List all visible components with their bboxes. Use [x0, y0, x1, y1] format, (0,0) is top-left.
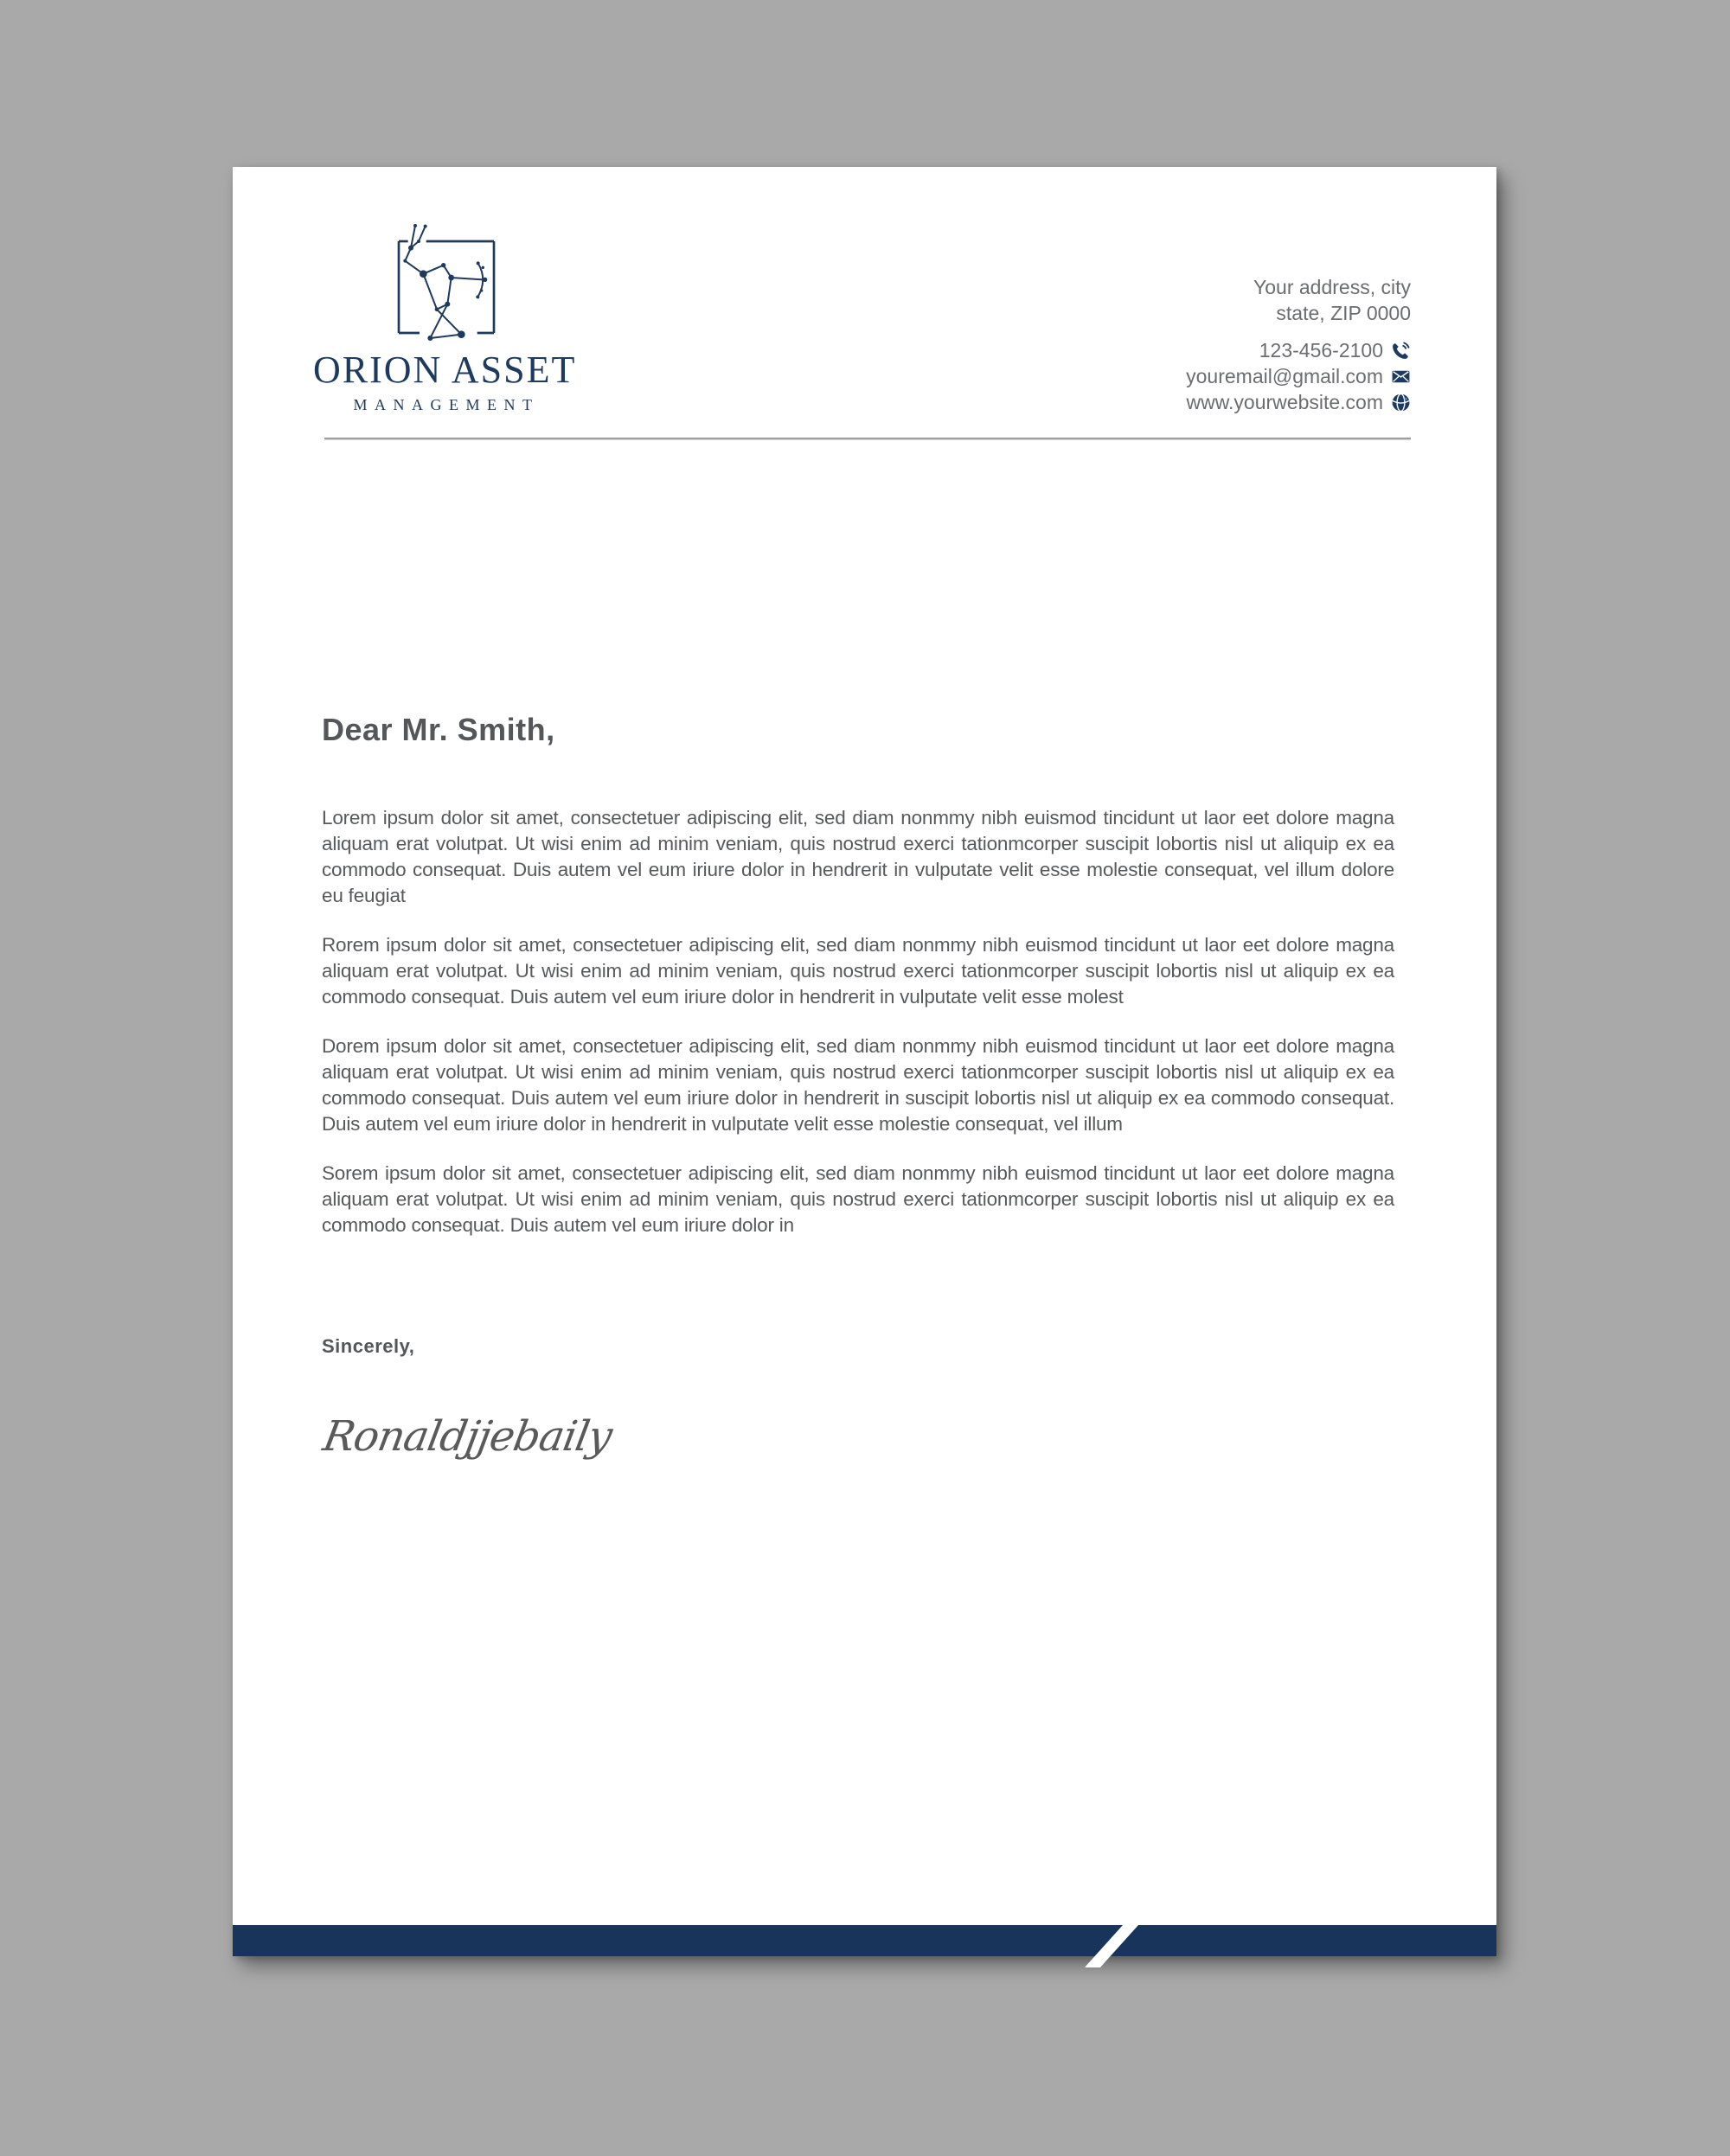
letter-page	[233, 167, 1496, 1956]
contact-row-phone	[1186, 337, 1411, 363]
company-logo	[313, 349, 577, 414]
address-line-1: Your address, city	[1253, 276, 1411, 298]
contact-row-email	[1186, 363, 1411, 389]
email-address: youremail@gmail.com	[1186, 365, 1383, 387]
greeting: Dear Mr. Smith,	[322, 712, 555, 747]
header-divider	[324, 438, 1411, 440]
closing: Sincerely,	[322, 1335, 415, 1357]
footer-slash-accent	[1085, 1925, 1138, 1967]
footer-bar	[233, 1925, 1496, 1956]
orion-constellation-logo-icon	[381, 221, 536, 350]
address-line-2: state, ZIP 0000	[1276, 302, 1411, 324]
body-paragraph: Rorem ipsum dolor sit amet, consectetuer adipiscing elit, sed diam nonmmy nibh euismod tincidunt ut laor eet dolore magna aliquam erat volutpat. Ut wisi enim ad minim veniam, quis nostrud exerci tationmcorper suscipit lobortis nisl ut aliquip ex ea commodo consequat. Duis autem vel eum iriure dolor in hendrerit in vulputate velit esse molest	[322, 934, 1394, 1008]
logo-subtitle: MANAGEMENT	[353, 396, 540, 414]
phone-number: 123-456-2100	[1259, 339, 1383, 361]
logo-title: ORION ASSET	[313, 349, 577, 391]
globe-icon	[1391, 393, 1411, 413]
header-contact-block	[1186, 274, 1411, 415]
body-paragraph: Dorem ipsum dolor sit amet, consectetuer adipiscing elit, sed diam nonmmy nibh euismod tincidunt ut laor eet dolore magna aliquam erat volutpat. Ut wisi enim ad minim veniam, quis nostrud exerci tationmcorper suscipit lobortis nisl ut aliquip ex ea commodo consequat. Duis autem vel eum iriure dolor in hendrerit in suscipit lobortis nisl ut aliquip ex ea commodo consequat. Duis autem vel eum iriure dolor in hendrerit in vulputate velit esse molestie consequat, vel illum	[322, 1035, 1394, 1135]
contact-row-website	[1186, 389, 1411, 415]
website-url: www.yourwebsite.com	[1186, 391, 1383, 413]
phone-icon	[1391, 341, 1411, 361]
body-paragraph: Sorem ipsum dolor sit amet, consectetuer adipiscing elit, sed diam nonmmy nibh euismod tincidunt ut laor eet dolore magna aliquam erat volutpat. Ut wisi enim ad minim veniam, quis nostrud exerci tationmcorper suscipit lobortis nisl ut aliquip ex ea commodo consequat. Duis autem vel eum iriure dolor in	[322, 1162, 1394, 1236]
letter-body	[322, 805, 1394, 1262]
body-paragraph: Lorem ipsum dolor sit amet, consectetuer adipiscing elit, sed diam nonmmy nibh euismod tincidunt ut laor eet dolore magna aliquam erat volutpat. Ut wisi enim ad minim veniam, quis nostrud exerci tationmcorper suscipit lobortis nisl ut aliquip ex ea commodo consequat. Duis autem vel eum iriure dolor in hendrerit in vulputate velit esse molestie consequat, vel illum dolore eu feugiat	[322, 807, 1394, 906]
email-icon	[1391, 367, 1411, 387]
signature: Ronaldjjebaily	[319, 1412, 616, 1461]
